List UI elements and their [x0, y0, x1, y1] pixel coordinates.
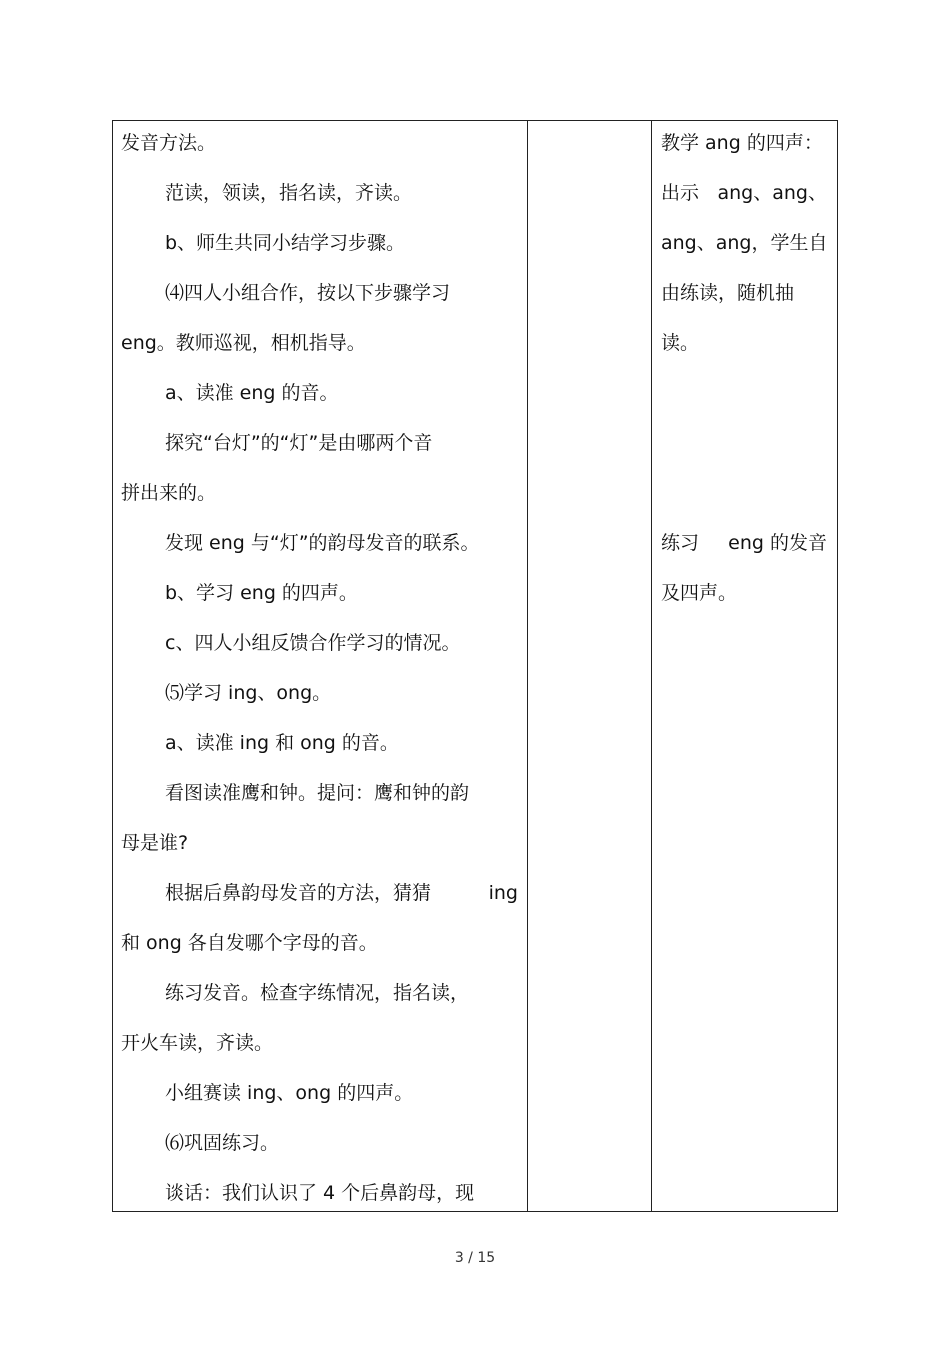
main-line: 发现 eng 与“灯”的韵母发音的联系。	[165, 532, 480, 554]
main-line: c、四人小组反馈合作学习的情况。	[165, 632, 461, 654]
main-line: 和 ong 各自发哪个字母的音。	[121, 932, 378, 954]
note-line-justified	[661, 528, 827, 558]
main-line: 看图读准鹰和钟。提问：鹰和钟的韵	[165, 782, 470, 804]
note-line: 读。	[661, 332, 700, 354]
main-line: 发音方法。	[121, 132, 217, 154]
note-line-part: 练习	[661, 532, 700, 554]
main-line-part: ing	[488, 882, 518, 904]
main-line: 范读，领读，指名读，齐读。	[165, 182, 413, 204]
main-line: ⑷四人小组合作，按以下步骤学习	[165, 282, 451, 304]
lesson-plan-table	[112, 120, 838, 1212]
main-line: 拼出来的。	[121, 482, 217, 504]
column-divider-1	[527, 121, 528, 1211]
main-line: eng。教师巡视，相机指导。	[121, 332, 366, 354]
note-line-justified	[661, 178, 827, 208]
main-line: 谈话：我们认识了 4 个后鼻韵母，现	[165, 1182, 475, 1204]
main-line-justified	[165, 878, 518, 908]
main-line: 母是谁?	[121, 832, 189, 854]
main-line: a、读准 ing 和 ong 的音。	[165, 732, 399, 754]
main-line: ⑹巩固练习。	[165, 1132, 280, 1154]
note-line: 由练读，随机抽	[661, 282, 795, 304]
page-number: 3 / 15	[454, 1250, 496, 1266]
main-line: 探究“台灯”的“灯”是由哪两个音	[165, 432, 433, 454]
main-line: ⑸学习 ing、ong。	[165, 682, 332, 704]
main-line: 小组赛读 ing、ong 的四声。	[165, 1082, 414, 1104]
main-line: 开火车读，齐读。	[121, 1032, 274, 1054]
note-line: 教学 ang 的四声：	[661, 132, 823, 154]
main-line: 练习发音。检查字练情况，指名读，	[165, 982, 470, 1004]
main-line-part: 根据后鼻韵母发音的方法，猜猜	[165, 882, 432, 904]
note-line-part: ang、ang、	[717, 182, 827, 204]
note-line: 及四声。	[661, 582, 738, 604]
main-line: a、读准 eng 的音。	[165, 382, 339, 404]
column-divider-2	[651, 121, 652, 1211]
main-line: b、学习 eng 的四声。	[165, 582, 358, 604]
note-line-part: eng 的发音	[728, 532, 827, 554]
main-line: b、师生共同小结学习步骤。	[165, 232, 406, 254]
note-line-part: 出示	[661, 182, 700, 204]
note-line: ang、ang，学生自	[661, 232, 828, 254]
